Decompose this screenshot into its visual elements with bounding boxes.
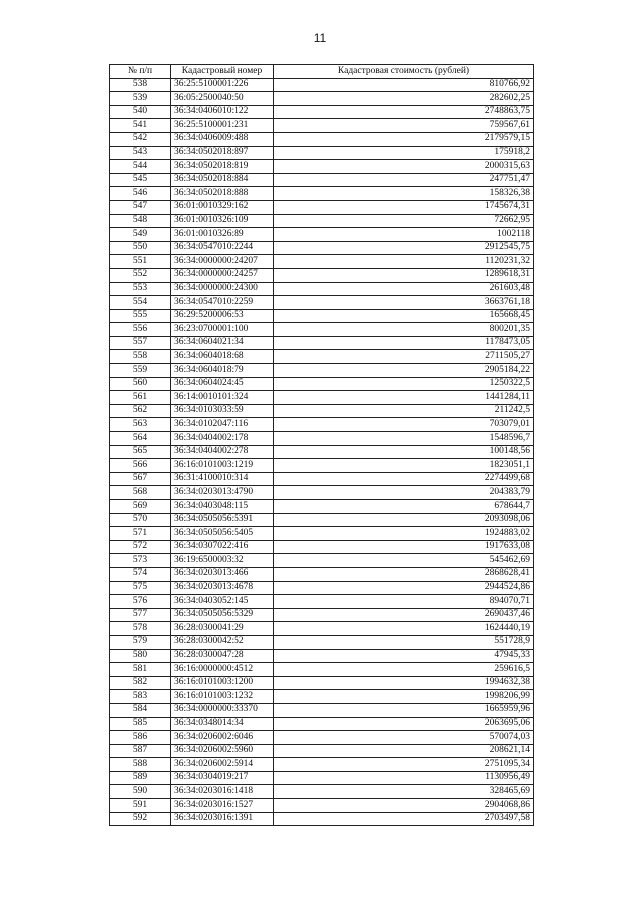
cadastral-value-cell: 1624440,19 [274,622,534,636]
table-row [110,418,534,432]
cadastral-number-cell: 36:34:0404002:278 [171,445,274,459]
table-row [110,160,534,174]
table-row [110,595,534,609]
cadastral-number-cell: 36:05:2500040:50 [171,92,274,106]
cadastral-value-cell: 204383,79 [274,486,534,500]
header-cadastral-number: Кадастровый номер [171,65,274,79]
row-number-cell: 584 [110,703,171,717]
cadastral-number-cell: 36:34:0505056:5391 [171,513,274,527]
cadastral-number-cell: 36:34:0604021:34 [171,336,274,350]
row-number-cell: 580 [110,649,171,663]
row-number-cell: 551 [110,255,171,269]
cadastral-value-cell: 1998206,99 [274,690,534,704]
table-row [110,323,534,337]
cadastral-number-cell: 36:34:0203013:4678 [171,581,274,595]
cadastral-value-table [109,64,534,826]
cadastral-value-cell: 1917633,08 [274,540,534,554]
table-row [110,268,534,282]
row-number-cell: 564 [110,432,171,446]
row-number-cell: 592 [110,812,171,826]
table-row [110,200,534,214]
cadastral-value-cell: 1130956,49 [274,771,534,785]
row-number-cell: 566 [110,459,171,473]
cadastral-value-cell: 2179579,15 [274,132,534,146]
table-row [110,309,534,323]
row-number-cell: 546 [110,187,171,201]
cadastral-number-cell: 36:34:0406009:488 [171,132,274,146]
row-number-cell: 538 [110,78,171,92]
cadastral-value-cell: 2711505,27 [274,350,534,364]
row-number-cell: 560 [110,377,171,391]
cadastral-value-cell: 551728,9 [274,635,534,649]
table-row [110,676,534,690]
table-row [110,799,534,813]
row-number-cell: 568 [110,486,171,500]
row-number-cell: 545 [110,173,171,187]
table-row [110,146,534,160]
table-row [110,500,534,514]
table-row [110,241,534,255]
cadastral-value-cell: 1289618,31 [274,268,534,282]
cadastral-value-cell: 175918,2 [274,146,534,160]
cadastral-number-cell: 36:34:0304019:217 [171,771,274,785]
cadastral-value-cell: 208621,14 [274,744,534,758]
table-row [110,581,534,595]
cadastral-value-cell: 2868628,41 [274,567,534,581]
cadastral-value-cell: 1250322,5 [274,377,534,391]
row-number-cell: 547 [110,200,171,214]
table-row [110,486,534,500]
table-row [110,690,534,704]
cadastral-number-cell: 36:34:0502018:888 [171,187,274,201]
cadastral-number-cell: 36:34:0206002:5914 [171,758,274,772]
cadastral-number-cell: 36:34:0000000:33370 [171,703,274,717]
cadastral-number-cell: 36:25:5100001:226 [171,78,274,92]
cadastral-value-cell: 2904068,86 [274,799,534,813]
row-number-cell: 587 [110,744,171,758]
cadastral-number-cell: 36:14:0010101:324 [171,391,274,405]
row-number-cell: 573 [110,554,171,568]
row-number-cell: 585 [110,717,171,731]
cadastral-number-cell: 36:34:0102047:116 [171,418,274,432]
cadastral-value-cell: 2274499,68 [274,472,534,486]
table-row [110,92,534,106]
cadastral-value-cell: 759567,61 [274,119,534,133]
table-body [110,78,534,826]
row-number-cell: 549 [110,228,171,242]
table-row [110,404,534,418]
row-number-cell: 581 [110,663,171,677]
cadastral-number-cell: 36:16:0101003:1219 [171,459,274,473]
cadastral-value-cell: 2944524,86 [274,581,534,595]
cadastral-value-cell: 1178473,05 [274,336,534,350]
cadastral-number-cell: 36:19:6500003:32 [171,554,274,568]
table-row [110,622,534,636]
table-row [110,119,534,133]
cadastral-value-cell: 2912545,75 [274,241,534,255]
cadastral-number-cell: 36:34:0547010:2244 [171,241,274,255]
row-number-cell: 553 [110,282,171,296]
page-number: 11 [313,31,327,45]
cadastral-value-cell: 2093098,06 [274,513,534,527]
row-number-cell: 550 [110,241,171,255]
cadastral-number-cell: 36:23:0700001:100 [171,323,274,337]
row-number-cell: 543 [110,146,171,160]
cadastral-number-cell: 36:34:0348014:34 [171,717,274,731]
row-number-cell: 557 [110,336,171,350]
row-number-cell: 589 [110,771,171,785]
table-row [110,717,534,731]
cadastral-number-cell: 36:34:0403048:115 [171,500,274,514]
row-number-cell: 567 [110,472,171,486]
row-number-cell: 541 [110,119,171,133]
cadastral-value-cell: 2063695,06 [274,717,534,731]
cadastral-number-cell: 36:28:0300042:52 [171,635,274,649]
table-row [110,105,534,119]
header-cadastral-value: Кадастровая стоимость (рублей) [274,65,534,79]
cadastral-value-cell: 1823051,1 [274,459,534,473]
cadastral-value-cell: 158326,38 [274,187,534,201]
cadastral-value-cell: 1441284,11 [274,391,534,405]
table-row [110,391,534,405]
row-number-cell: 572 [110,540,171,554]
cadastral-number-cell: 36:34:0307022:416 [171,540,274,554]
cadastral-number-cell: 36:29:5200006:53 [171,309,274,323]
cadastral-value-cell: 282602,25 [274,92,534,106]
cadastral-number-cell: 36:34:0203016:1418 [171,785,274,799]
cadastral-value-cell: 2905184,22 [274,364,534,378]
row-number-cell: 539 [110,92,171,106]
cadastral-value-cell: 100148,56 [274,445,534,459]
table-row [110,336,534,350]
cadastral-number-cell: 36:34:0206002:6046 [171,731,274,745]
row-number-cell: 565 [110,445,171,459]
table-row [110,635,534,649]
table-row [110,78,534,92]
row-number-cell: 582 [110,676,171,690]
table-row [110,758,534,772]
table-row [110,649,534,663]
row-number-cell: 574 [110,567,171,581]
table-row [110,744,534,758]
table-row [110,540,534,554]
cadastral-number-cell: 36:34:0206002:5960 [171,744,274,758]
cadastral-number-cell: 36:34:0406010:122 [171,105,274,119]
cadastral-number-cell: 36:34:0000000:24300 [171,282,274,296]
cadastral-number-cell: 36:28:0300047:28 [171,649,274,663]
cadastral-value-cell: 47945,33 [274,649,534,663]
cadastral-number-cell: 36:34:0203016:1527 [171,799,274,813]
table-row [110,350,534,364]
cadastral-value-cell: 1665959,96 [274,703,534,717]
cadastral-number-cell: 36:34:0502018:897 [171,146,274,160]
table-row [110,432,534,446]
table-row [110,187,534,201]
cadastral-number-cell: 36:16:0101003:1232 [171,690,274,704]
row-number-cell: 556 [110,323,171,337]
row-number-cell: 571 [110,527,171,541]
cadastral-value-cell: 165668,45 [274,309,534,323]
cadastral-value-cell: 1924883,02 [274,527,534,541]
row-number-cell: 590 [110,785,171,799]
row-number-cell: 544 [110,160,171,174]
cadastral-number-cell: 36:34:0000000:24207 [171,255,274,269]
cadastral-number-cell: 36:34:0203016:1391 [171,812,274,826]
cadastral-number-cell: 36:34:0502018:819 [171,160,274,174]
cadastral-value-cell: 259616,5 [274,663,534,677]
table-header-row [110,65,534,79]
cadastral-value-cell: 3663761,18 [274,296,534,310]
cadastral-number-cell: 36:34:0203013:466 [171,567,274,581]
cadastral-number-cell: 36:34:0604024:45 [171,377,274,391]
cadastral-value-cell: 328465,69 [274,785,534,799]
cadastral-number-cell: 36:34:0604018:79 [171,364,274,378]
cadastral-value-cell: 2000315,63 [274,160,534,174]
row-number-cell: 591 [110,799,171,813]
table-row [110,663,534,677]
cadastral-number-cell: 36:01:0010329:162 [171,200,274,214]
cadastral-value-cell: 1120231,32 [274,255,534,269]
table-row [110,771,534,785]
cadastral-number-cell: 36:01:0010326:89 [171,228,274,242]
row-number-cell: 575 [110,581,171,595]
row-number-cell: 569 [110,500,171,514]
table-row [110,173,534,187]
cadastral-value-cell: 247751,47 [274,173,534,187]
table-row [110,228,534,242]
cadastral-value-cell: 2690437,46 [274,608,534,622]
cadastral-number-cell: 36:28:0300041:29 [171,622,274,636]
row-number-cell: 542 [110,132,171,146]
table-row [110,527,534,541]
row-number-cell: 563 [110,418,171,432]
cadastral-number-cell: 36:34:0505056:5329 [171,608,274,622]
cadastral-value-cell: 261603,48 [274,282,534,296]
table-row [110,472,534,486]
cadastral-number-cell: 36:16:0101003:1200 [171,676,274,690]
table-row [110,364,534,378]
table-row [110,812,534,826]
cadastral-number-cell: 36:34:0547010:2259 [171,296,274,310]
row-number-cell: 586 [110,731,171,745]
cadastral-value-cell: 1745674,31 [274,200,534,214]
row-number-cell: 561 [110,391,171,405]
table-row [110,255,534,269]
cadastral-value-cell: 810766,92 [274,78,534,92]
cadastral-number-cell: 36:34:0000000:24257 [171,268,274,282]
row-number-cell: 554 [110,296,171,310]
cadastral-number-cell: 36:16:0000000:4512 [171,663,274,677]
table-row [110,513,534,527]
table-row [110,445,534,459]
cadastral-value-cell: 678644,7 [274,500,534,514]
cadastral-value-cell: 800201,35 [274,323,534,337]
cadastral-value-cell: 1002118 [274,228,534,242]
row-number-cell: 555 [110,309,171,323]
row-number-cell: 562 [110,404,171,418]
cadastral-number-cell: 36:34:0502018:884 [171,173,274,187]
row-number-cell: 548 [110,214,171,228]
table-row [110,703,534,717]
row-number-cell: 577 [110,608,171,622]
cadastral-value-cell: 2751095,34 [274,758,534,772]
cadastral-value-cell: 211242,5 [274,404,534,418]
cadastral-number-cell: 36:34:0404002:178 [171,432,274,446]
cadastral-value-cell: 2703497,58 [274,812,534,826]
cadastral-value-cell: 703079,01 [274,418,534,432]
cadastral-number-cell: 36:31:4100010:314 [171,472,274,486]
table-row [110,785,534,799]
row-number-cell: 588 [110,758,171,772]
cadastral-number-cell: 36:34:0103033:59 [171,404,274,418]
row-number-cell: 583 [110,690,171,704]
cadastral-number-cell: 36:25:5100001:231 [171,119,274,133]
table-row [110,731,534,745]
table-row [110,459,534,473]
cadastral-number-cell: 36:01:0010326:109 [171,214,274,228]
row-number-cell: 558 [110,350,171,364]
cadastral-number-cell: 36:34:0403052:145 [171,595,274,609]
table-row [110,608,534,622]
cadastral-number-cell: 36:34:0604018:68 [171,350,274,364]
cadastral-number-cell: 36:34:0505056:5405 [171,527,274,541]
cadastral-value-cell: 1994632,38 [274,676,534,690]
row-number-cell: 576 [110,595,171,609]
table-row [110,132,534,146]
table-row [110,282,534,296]
row-number-cell: 540 [110,105,171,119]
cadastral-value-cell: 72662,95 [274,214,534,228]
cadastral-value-cell: 894070,71 [274,595,534,609]
table-row [110,554,534,568]
cadastral-value-cell: 2748863,75 [274,105,534,119]
table-row [110,567,534,581]
row-number-cell: 552 [110,268,171,282]
cadastral-number-cell: 36:34:0203013:4790 [171,486,274,500]
row-number-cell: 559 [110,364,171,378]
table-row [110,377,534,391]
cadastral-value-cell: 1548596,7 [274,432,534,446]
row-number-cell: 579 [110,635,171,649]
cadastral-value-cell: 570074,03 [274,731,534,745]
row-number-cell: 570 [110,513,171,527]
cadastral-value-cell: 545462,69 [274,554,534,568]
table-row [110,214,534,228]
header-row-number: № п/п [110,65,171,79]
row-number-cell: 578 [110,622,171,636]
table-row [110,296,534,310]
